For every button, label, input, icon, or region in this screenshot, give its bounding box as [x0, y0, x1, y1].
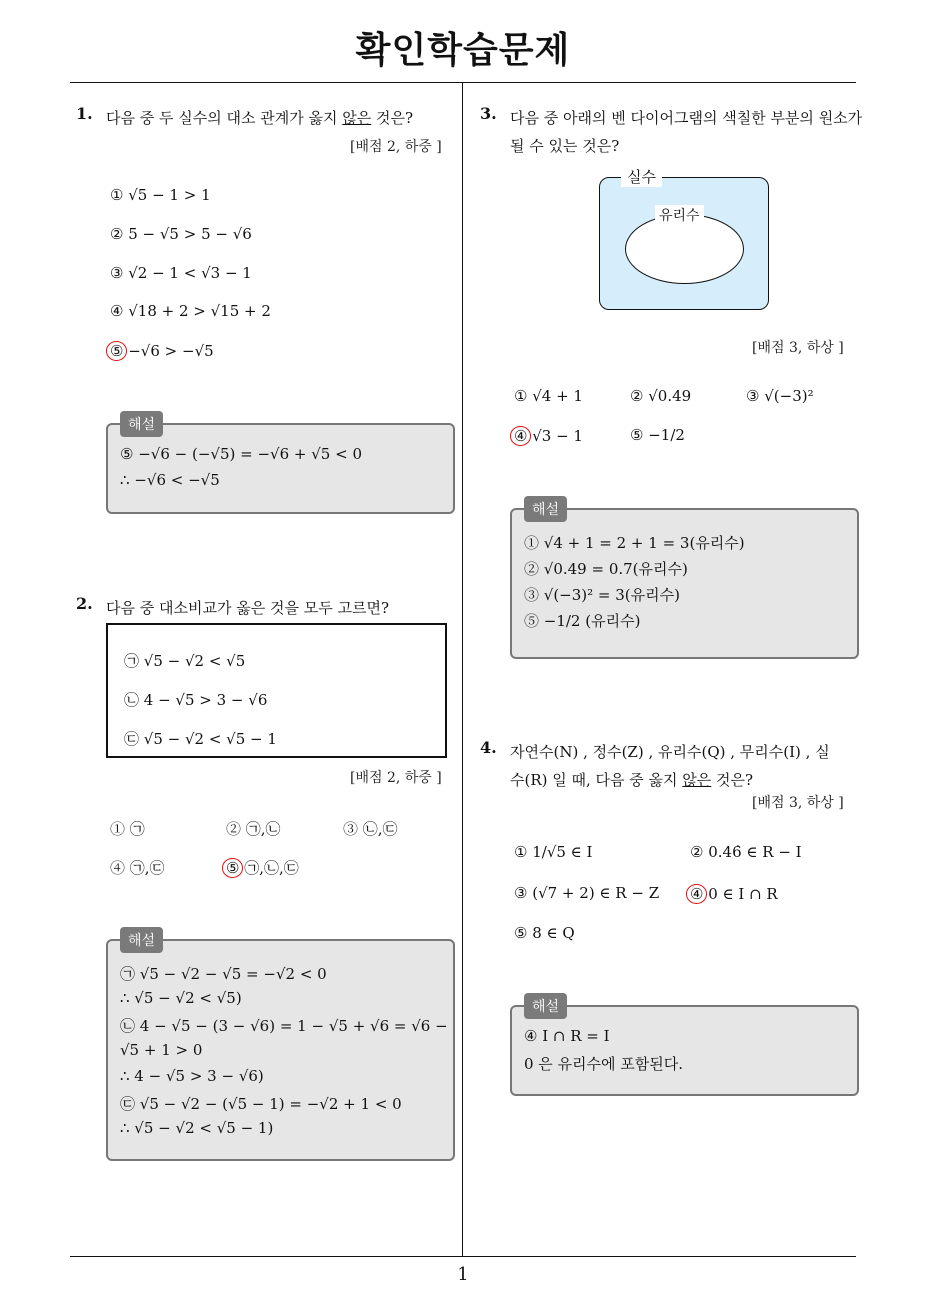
statement-item: ㉢ √5 − √2 < √5 − 1 [124, 730, 277, 748]
solution-line: ∴ −√6 < −√5 [120, 471, 220, 489]
q4-option-4-answer[interactable]: ④ 0 ∈ I ∩ R [690, 884, 778, 904]
solution-line: ⑤ −√6 − (−√5) = −√6 + √5 < 0 [120, 445, 362, 463]
question-3-meta: [배점 3, 하상 ] [752, 340, 844, 356]
bottom-divider [70, 1256, 856, 1257]
question-1-meta: [배점 2, 하중 ] [350, 139, 442, 155]
q2-option-4[interactable]: ④ ㉠,㉢ [110, 859, 165, 877]
q2-option-3[interactable]: ③ ㉡,㉢ [343, 820, 398, 838]
q1-option-1[interactable]: ① √5 − 1 > 1 [110, 186, 211, 204]
solution-line: 0 은 유리수에 포함된다. [524, 1055, 684, 1073]
q2-statement-box [106, 623, 447, 758]
q3-option-2[interactable]: ② √0.49 [630, 387, 692, 405]
q3-option-1[interactable]: ① √4 + 1 [514, 387, 583, 405]
answer-circle: ④ [510, 426, 531, 446]
page-number: 1 [457, 1264, 469, 1285]
question-1 [76, 104, 93, 123]
venn-outer-label: 실수 [621, 166, 662, 187]
solution-line: ㉢ √5 − √2 − (√5 − 1) = −√2 + 1 < 0 [120, 1095, 402, 1113]
q4-option-1[interactable]: ① 1/√5 ∈ I [514, 843, 593, 861]
question-number: 1. [76, 104, 93, 123]
page-title: 확인학습문제 [355, 30, 571, 71]
q4-option-2[interactable]: ② 0.46̇ ∈ R − I [690, 843, 802, 861]
question-4-stem: 자연수(N) , 정수(Z) , 유리수(Q) , 무리수(I) , 실 수(R) 일 때, 다음 중 옳지 않은 것은? [510, 743, 830, 789]
solution-line: √5 + 1 > 0 [120, 1041, 203, 1059]
top-divider [70, 82, 856, 83]
q1-option-2[interactable]: ② 5 − √5 > 5 − √6 [110, 225, 252, 243]
question-number: 2. [76, 594, 93, 613]
statement-item: ㉡ 4 − √5 > 3 − √6 [124, 691, 268, 709]
solution-line: ∴ 4 − √5 > 3 − √6) [120, 1067, 264, 1085]
answer-circle: ⑤ [106, 341, 127, 361]
q1-option-4[interactable]: ④ √18 + 2 > √15 + 2 [110, 302, 271, 320]
solution-line: ④ I ∩ R = I [524, 1027, 610, 1045]
solution-tag: 해설 [120, 927, 163, 953]
question-1-stem: 다음 중 두 실수의 대소 관계가 옳지 않은 것은? [106, 109, 414, 127]
question-4-meta: [배점 3, 하상 ] [752, 795, 844, 811]
question-4 [480, 738, 497, 757]
venn-inner-label: 유리수 [655, 205, 704, 225]
question-2 [76, 594, 93, 613]
q1-option-5-answer[interactable]: ⑤ −√6 > −√5 [110, 341, 214, 361]
solution-tag: 해설 [120, 411, 163, 437]
q3-option-4-answer[interactable]: ④ √3 − 1 [514, 426, 583, 446]
solution-line: ③ √(−3)² = 3(유리수) [524, 586, 680, 604]
answer-circle: ⑤ [222, 858, 243, 878]
solution-line: ㉡ 4 − √5 − (3 − √6) = 1 − √5 + √6 = √6 − [120, 1017, 448, 1035]
question-number: 3. [480, 104, 497, 123]
q2-option-5-answer[interactable]: ⑤ ㉠,㉡,㉢ [226, 857, 299, 878]
q3-option-3[interactable]: ③ √(−3)² [746, 387, 814, 405]
statement-item: ㉠ √5 − √2 < √5 [124, 652, 246, 670]
q4-option-3[interactable]: ③ (√7 + 2) ∈ R − Z [514, 884, 660, 902]
solution-line: ㉠ √5 − √2 − √5 = −√2 < 0 [120, 965, 327, 983]
question-2-meta: [배점 2, 하중 ] [350, 770, 442, 786]
solution-line: ② √0.49 = 0.7(유리수) [524, 560, 688, 578]
question-2-stem: 다음 중 대소비교가 옳은 것을 모두 고르면? [106, 599, 389, 617]
column-divider [462, 82, 463, 1257]
q2-solution-box [106, 939, 455, 1161]
q1-option-3[interactable]: ③ √2 − 1 < √3 − 1 [110, 264, 252, 282]
question-number: 4. [480, 738, 497, 757]
q4-option-5[interactable]: ⑤ 8 ∈ Q [514, 924, 575, 942]
solution-line: ⑤ −1/2 (유리수) [524, 612, 641, 630]
solution-tag: 해설 [524, 496, 567, 522]
solution-line: ① √4 + 1 = 2 + 1 = 3(유리수) [524, 534, 745, 552]
q2-option-1[interactable]: ① ㉠ [110, 820, 145, 838]
answer-circle: ④ [686, 884, 707, 904]
q2-option-2[interactable]: ② ㉠,㉡ [226, 820, 281, 838]
q3-option-5[interactable]: ⑤ −1/2 [630, 426, 685, 444]
question-3-stem: 다음 중 아래의 벤 다이어그램의 색칠한 부분의 원소가 될 수 있는 것은? [510, 109, 863, 155]
solution-line: ∴ √5 − √2 < √5) [120, 989, 242, 1007]
q3-solution-box [510, 508, 859, 659]
solution-tag: 해설 [524, 993, 567, 1019]
solution-line: ∴ √5 − √2 < √5 − 1) [120, 1119, 274, 1137]
question-3 [480, 104, 497, 123]
